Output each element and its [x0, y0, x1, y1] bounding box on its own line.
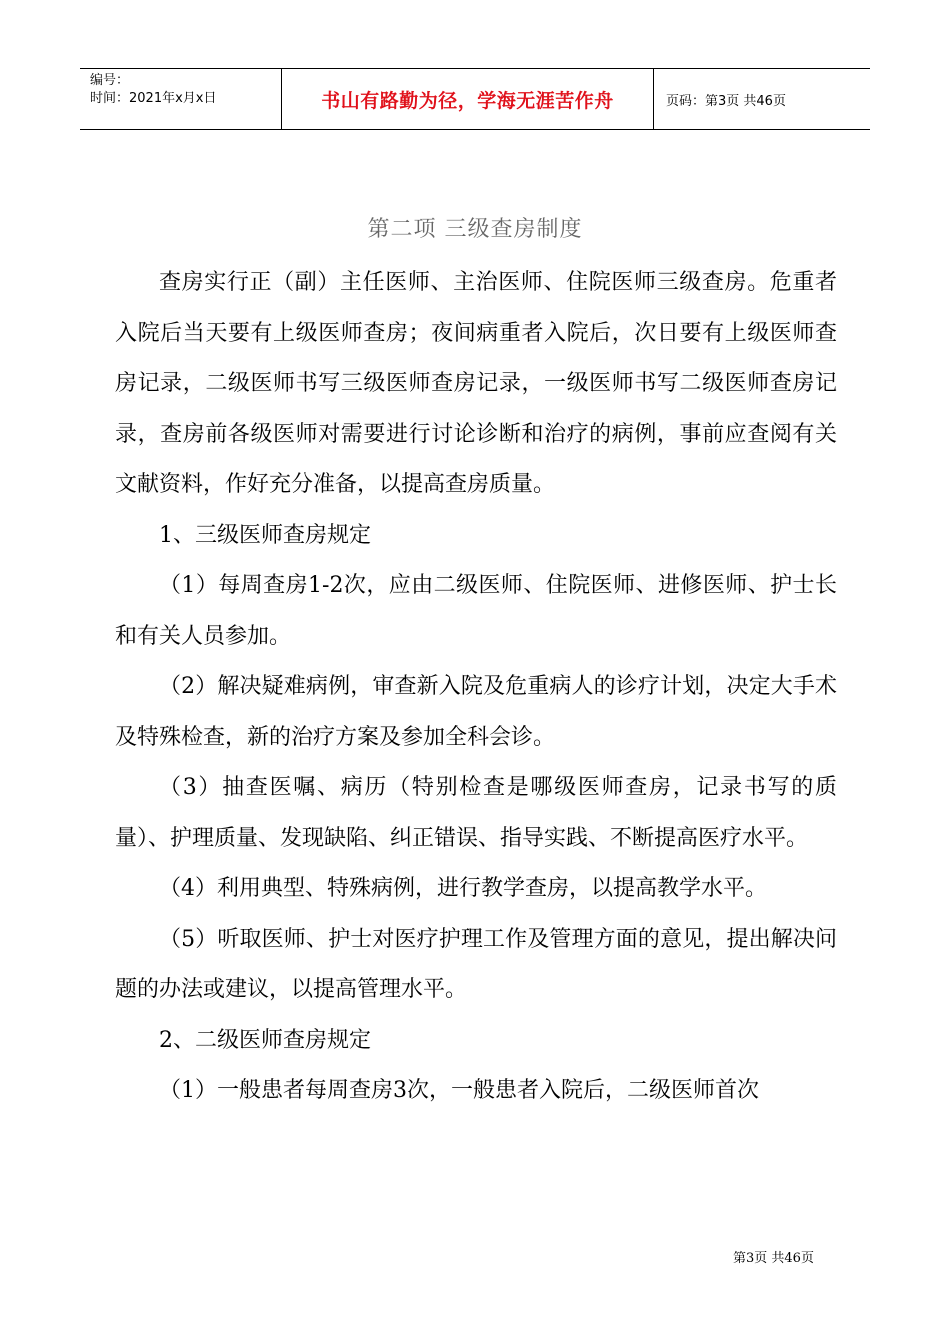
paragraph-1-2: （2）解决疑难病例，审查新入院及危重病人的诊疗计划，决定大手术及特殊检查，新的治疗方案及参加全科会诊。	[115, 674, 837, 750]
paragraph-1-5: （5）听取医师、护士对医疗护理工作及管理方面的意见，提出解决问题的办法或建议，以提高管理水平。	[115, 926, 837, 1002]
time-label: 时间：2021年x月x日	[90, 91, 217, 106]
number-label: 编号：	[90, 73, 130, 88]
document-body	[115, 258, 837, 1117]
header-meta	[80, 69, 282, 129]
paragraph-1-4: （4）利用典型、特殊病例，进行教学查房，以提高教学水平。	[159, 876, 767, 901]
document-title: 第二项 三级查房制度	[367, 217, 583, 242]
paragraph-1-3: （3）抽查医嘱、病历（特别检查是哪级医师查房，记录书写的质量）、护理质量、发现缺陷、纠正错误、指导实践、不断提高医疗水平。	[115, 775, 837, 851]
page-footer: 第3页 共46页	[733, 1251, 814, 1266]
paragraph-intro: 查房实行正（副）主任医师、主治医师、住院医师三级查房。危重者入院后当天要有上级医师查房；夜间病重者入院后，次日要有上级医师查房记录，二级医师书写三级医师查房记录，一级医师书写二级医师查房记录，查房前各级医师对需要进行讨论诊断和治疗的病例，事前应查阅有关文献资料，作好充分准备，以提高查房质量。	[115, 270, 837, 497]
header-page-code: 页码：第3页 共46页	[666, 93, 786, 109]
paragraph-1-1: （1）每周查房1-2次，应由二级医师、住院医师、进修医师、护士长和有关人员参加。	[115, 573, 837, 649]
section-heading-2: 2、二级医师查房规定	[159, 1027, 371, 1053]
section-heading-1: 1、三级医师查房规定	[159, 522, 371, 548]
page-header	[80, 68, 870, 130]
header-motto: 书山有路勤为径，学海无涯苦作舟	[282, 69, 654, 129]
paragraph-2-1: （1）一般患者每周查房3次，一般患者入院后，二级医师首次	[159, 1078, 759, 1103]
